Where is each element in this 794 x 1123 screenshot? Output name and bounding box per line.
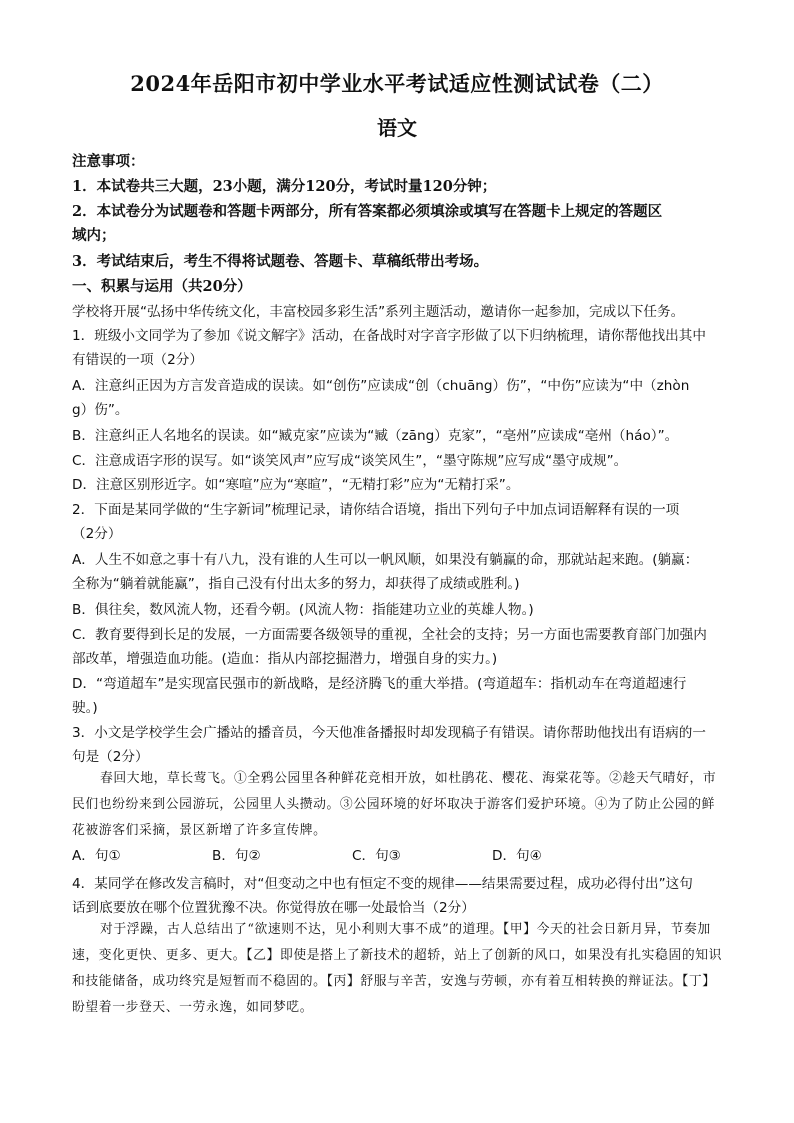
q1-stem: 有错误的一项（2分） xyxy=(72,352,203,368)
notice-item: 2．本试卷分为试题卷和答题卡两部分，所有答案都必须填涂或填写在答题卡上规定的答题区 xyxy=(72,203,663,220)
exam-title: 2024年岳阳市初中学业水平考试适应性测试试卷（二） xyxy=(130,71,664,96)
notice-item: 域内； xyxy=(72,227,116,244)
q3-option-d: D．句④ xyxy=(492,848,542,864)
notice-heading: 注意事项： xyxy=(72,153,145,170)
q2-stem: 2．下面是某同学做的“生字新词”梳理记录，请你结合语境，指出下列句子中加点词语解释有误的一项 xyxy=(72,502,680,518)
q1-option-a: A．注意纠正因为方言发音造成的误读。如“创伤”应读成“创（chuāng）伤”，“中伤”应读为“中（zhòn xyxy=(72,378,690,394)
q3-stem: 3．小文是学校学生会广播站的播音员，今天他准备播报时却发现稿子有错误。请你帮助他找出有语病的一 xyxy=(72,725,706,741)
q1-stem: 1．班级小文同学为了参加《说文解字》活动，在备战时对字音字形做了以下归纳梳理，请你帮他找出其中 xyxy=(72,328,706,344)
notice-item: 1．本试卷共三大题，23小题，满分120分，考试时量120分钟； xyxy=(72,178,497,195)
q3-option-a: A．句① xyxy=(72,848,121,864)
q4-passage: 对于浮躁，古人总结出了“欲速则不达，见小利则大事不成”的道理。【甲】今天的社会日新月异，节奏加速，变化更快、更多、更大。【乙】即使是搭上了新技术的超轿，站上了创新的风口，如果没有扎实稳固的知识和技能储备，成功终究是短暂而不稳固的。【丙】舒服与辛苦，安逸与劳顿，亦有着互相转换的辩证法。【丁】盼望着一步登天、一劳永逸，如同梦呓。 xyxy=(72,922,723,1015)
q4-stem: 4．某同学在修改发言稿时，对“但变动之中也有恒定不变的规律——结果需要过程，成功必得付出”这句 xyxy=(72,876,693,892)
q4-stem: 话到底要放在哪个位置犹豫不决。你觉得放在哪一处最恰当（2分） xyxy=(72,900,475,916)
q1-option-a: g）伤”。 xyxy=(72,402,129,418)
q3-option-c: C．句③ xyxy=(352,848,401,864)
subject-title: 语文 xyxy=(377,116,417,140)
q1-option-c: C．注意成语字形的误写。如“谈笑风声”应写成“谈笑风生”，“墨守陈规”应写成“墨守成规”。 xyxy=(72,453,628,469)
q2-option-c: 部改革，增强造血功能。(造血：指从内部挖掘潜力，增强自身的实力。) xyxy=(72,651,498,667)
q2-option-d: D．“弯道超车”是实现富民强市的新战略，是经济腾飞的重大举措。(弯道超车：指机动车在弯道超速行 xyxy=(72,676,687,692)
section1-intro: 学校将开展“弘扬中华传统文化，丰富校园多彩生活”系列主题活动，邀请你一起参加，完成以下任务。 xyxy=(72,304,685,320)
q2-option-a: 全称为“躺着就能赢”，指自己没有付出太多的努力，却获得了成绩或胜利。) xyxy=(72,576,520,592)
q3-passage: 春回大地，草长莺飞。①全鸦公园里各种鲜花竞相开放，如杜鹃花、樱花、海棠花等。②趁天气晴好，市民们也纷纷来到公园游玩，公园里人头攒动。③公园环境的好坏取决于游客们爱护环境。④为了防止公园的鲜花被游客们采摘，景区新增了许多宣传牌。 xyxy=(72,771,717,838)
q3-option-b: B．句② xyxy=(212,848,261,864)
q1-option-d: D．注意区别形近字。如“寒喧”应为“寒暄”，“无精打彩”应为“无精打采”。 xyxy=(72,477,520,493)
q3-stem: 句是（2分） xyxy=(72,749,149,765)
q2-option-b: B．俱往矣，数风流人物，还看今朝。(风流人物：指能建功立业的英雄人物。) xyxy=(72,602,534,618)
q1-option-b: B．注意纠正人名地名的误读。如“臧克家”应读为“臧（zāng）克家”，“亳州”应读成“亳州（háo）”。 xyxy=(72,428,679,444)
section1-heading: 一、积累与运用（共20分） xyxy=(72,278,252,295)
q2-option-a: A．人生不如意之事十有八九，没有谁的人生可以一帆风顺，如果没有躺赢的命，那就站起来跑。(躺赢： xyxy=(72,552,699,568)
notice-item: 3．考试结束后，考生不得将试题卷、答题卡、草稿纸带出考场。 xyxy=(72,253,489,270)
q3-options xyxy=(72,844,732,866)
q2-option-d: 驶。) xyxy=(72,700,98,716)
q2-option-c: C．教育要得到长足的发展，一方面需要各级领导的重视，全社会的支持；另一方面也需要教育部门加强内 xyxy=(72,627,707,643)
q2-stem: （2分） xyxy=(72,526,122,542)
